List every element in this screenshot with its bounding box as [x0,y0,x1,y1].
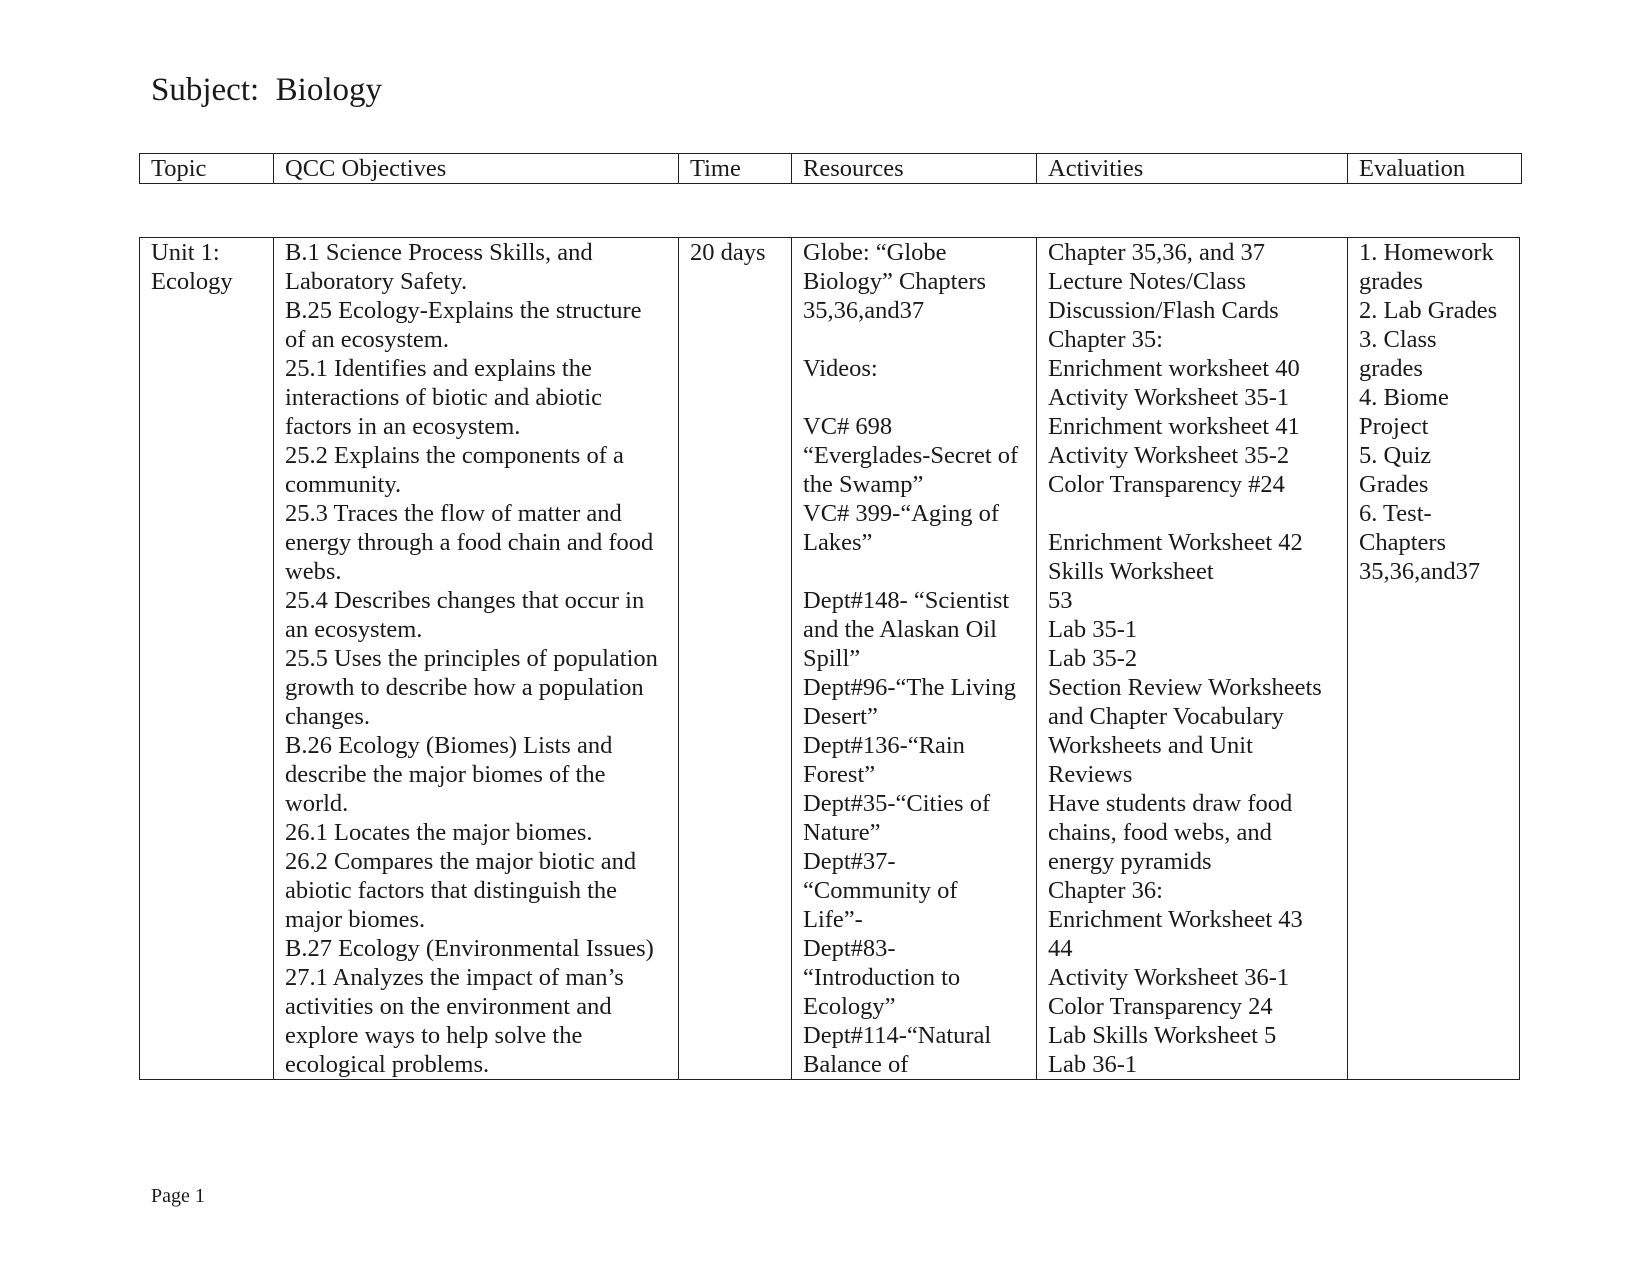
cell-line: Skills Worksheet [1048,558,1214,585]
cell-line: Lab 35-1 [1048,616,1138,643]
cell-line: Chapters [1359,529,1447,556]
cell-line: Videos: [803,355,878,382]
cell-line: Dept#136-“Rain [803,732,965,759]
cell-line: B.25 Ecology-Explains the structure [285,297,642,324]
page-title: Subject: Biology [151,72,382,108]
cell-line: 3. Class [1359,326,1437,353]
cell-line: Life”- [803,906,863,933]
cell-line: 26.2 Compares the major biotic and [285,848,637,875]
cell-line: Activity Worksheet 35-1 [1048,384,1290,411]
cell-line: Nature” [803,819,881,846]
cell-line: VC# 698 [803,413,893,440]
cell-line: Forest” [803,761,876,788]
header-table [139,153,1522,184]
cell-line: Color Transparency #24 [1048,471,1285,498]
cell-line: growth to describe how a population [285,674,644,701]
cell-line: Chapter 36: [1048,877,1163,904]
cell-line: Desert” [803,703,878,730]
cell-line: 20 days [690,239,766,266]
cell-line: Unit 1: [151,239,220,266]
cell-line: Enrichment Worksheet 43 [1048,906,1303,933]
cell-line: ecological problems. [285,1051,490,1078]
cell-line: VC# 399-“Aging of [803,500,999,527]
cell-line: chains, food webs, and [1048,819,1272,846]
cell-line [803,383,1036,412]
cell-line: 44 [1048,935,1073,962]
cell-line: explore ways to help solve the [285,1022,583,1049]
cell-line: Activity Worksheet 36-1 [1048,964,1290,991]
cell-line: Laboratory Safety. [285,268,468,295]
cell-line: Dept#114-“Natural [803,1022,992,1049]
cell-line: B.27 Ecology (Environmental Issues) [285,935,654,962]
cell-line: Dept#83- [803,935,896,962]
cell-line: 53 [1048,587,1073,614]
cell-line: 27.1 Analyzes the impact of man’s [285,964,624,991]
cell-line: Ecology” [803,993,896,1020]
cell-line: webs. [285,558,342,585]
evaluation-cell [1348,238,1520,1080]
cell-line: 26.1 Locates the major biomes. [285,819,593,846]
cell-line: Color Transparency 24 [1048,993,1273,1020]
cell-line: 25.3 Traces the flow of matter and [285,500,622,527]
cell-line: Lakes” [803,529,873,556]
cell-line: changes. [285,703,371,730]
cell-line: activities on the environment and [285,993,612,1020]
cell-line: Dept#148- “Scientist [803,587,1010,614]
cell-line: 4. Biome [1359,384,1449,411]
table-row [140,238,1520,1080]
cell-line: major biomes. [285,906,426,933]
objectives-cell [274,238,679,1080]
cell-line: Enrichment worksheet 41 [1048,413,1300,440]
cell-line: and Chapter Vocabulary [1048,703,1284,730]
cell-line: factors in an ecosystem. [285,413,521,440]
header-qcc-objectives: QCC Objectives [274,154,679,184]
header-resources: Resources [792,154,1037,184]
cell-line: energy pyramids [1048,848,1212,875]
cell-line: an ecosystem. [285,616,423,643]
cell-line [803,325,1036,354]
cell-line: 35,36,and37 [1359,558,1481,585]
cell-line: interactions of biotic and abiotic [285,384,603,411]
resources-cell [792,238,1037,1080]
cell-line: Lab 36-1 [1048,1051,1138,1078]
cell-line: grades [1359,355,1423,382]
cell-line: 25.4 Describes changes that occur in [285,587,645,614]
cell-line: Chapter 35: [1048,326,1163,353]
cell-line: Section Review Worksheets [1048,674,1322,701]
cell-line: grades [1359,268,1423,295]
cell-line: Dept#35-“Cities of [803,790,991,817]
cell-line: and the Alaskan Oil [803,616,997,643]
cell-line: Spill” [803,645,861,672]
page-number: Page 1 [151,1185,205,1207]
header-topic: Topic [140,154,274,184]
cell-line: Grades [1359,471,1429,498]
cell-line: B.1 Science Process Skills, and [285,239,593,266]
cell-line: Dept#96-“The Living [803,674,1016,701]
cell-line [1048,499,1347,528]
cell-line: Balance of [803,1051,909,1078]
cell-line: Project [1359,413,1429,440]
cell-line: Reviews [1048,761,1133,788]
cell-line: Lab Skills Worksheet 5 [1048,1022,1277,1049]
cell-line: 25.5 Uses the principles of population [285,645,658,672]
cell-line: Have students draw food [1048,790,1293,817]
activities-cell [1037,238,1348,1080]
cell-line: Discussion/Flash Cards [1048,297,1279,324]
cell-line: Biology” Chapters [803,268,987,295]
cell-line: Enrichment Worksheet 42 [1048,529,1303,556]
cell-line: 2. Lab Grades [1359,297,1498,324]
time-cell [679,238,792,1080]
cell-line: Lecture Notes/Class [1048,268,1246,295]
unit-table [139,237,1520,1080]
cell-line: Enrichment worksheet 40 [1048,355,1300,382]
cell-line: the Swamp” [803,471,924,498]
cell-line: 5. Quiz [1359,442,1432,469]
cell-line: community. [285,471,402,498]
cell-line: describe the major biomes of the [285,761,606,788]
cell-line: 6. Test- [1359,500,1432,527]
cell-line: Worksheets and Unit [1048,732,1253,759]
header-evaluation: Evaluation [1348,154,1522,184]
cell-line: 1. Homework [1359,239,1494,266]
cell-line: Lab 35-2 [1048,645,1138,672]
cell-line: abiotic factors that distinguish the [285,877,618,904]
topic-cell [140,238,274,1080]
cell-line: “Introduction to [803,964,961,991]
cell-line: world. [285,790,349,817]
cell-line: 25.1 Identifies and explains the [285,355,592,382]
cell-line: energy through a food chain and food [285,529,654,556]
header-row [140,154,1522,184]
cell-line [803,557,1036,586]
cell-line: “Community of [803,877,958,904]
cell-line: 35,36,and37 [803,297,925,324]
cell-line: 25.2 Explains the components of a [285,442,624,469]
cell-line: Globe: “Globe [803,239,947,266]
header-activities: Activities [1037,154,1348,184]
cell-line: Activity Worksheet 35-2 [1048,442,1290,469]
cell-line: B.26 Ecology (Biomes) Lists and [285,732,613,759]
cell-line: of an ecosystem. [285,326,449,353]
cell-line: Ecology [151,268,233,295]
cell-line: Chapter 35,36, and 37 [1048,239,1266,266]
cell-line: Dept#37- [803,848,896,875]
header-time: Time [679,154,792,184]
cell-line: “Everglades-Secret of [803,442,1019,469]
